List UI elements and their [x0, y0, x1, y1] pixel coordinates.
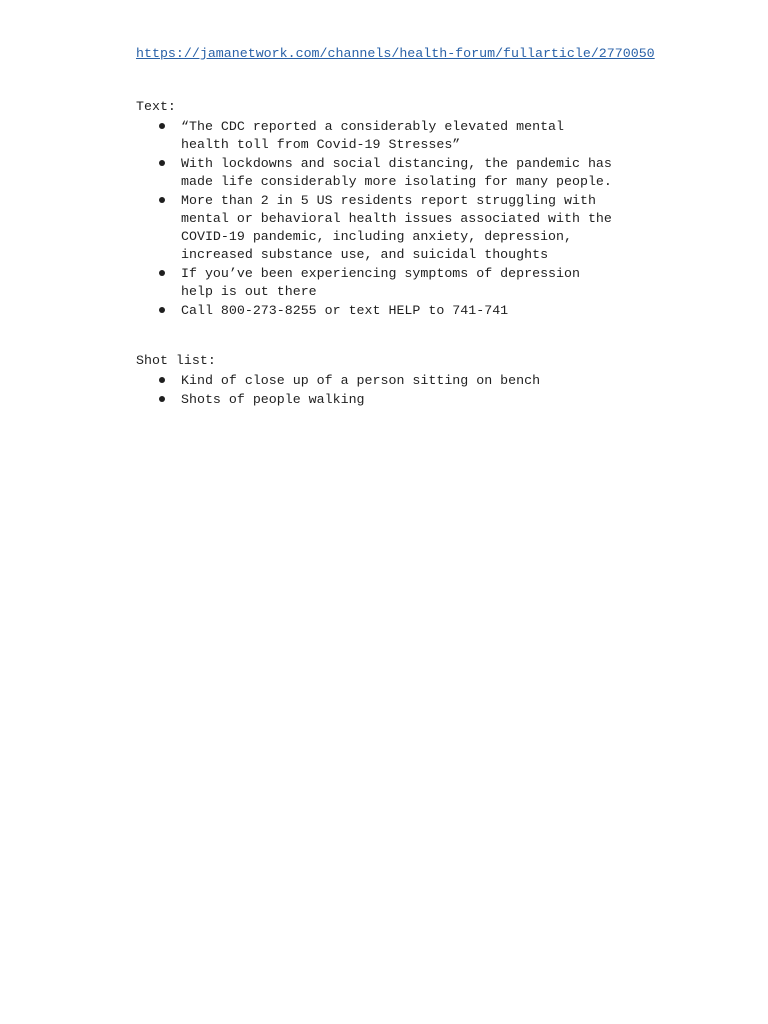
bullet-icon	[159, 123, 165, 129]
list-item-text: More than 2 in 5 US residents report struggling with mental or behavioral health issues associated with the COVID-19 pandemic, including anxiety, depression, increased substance use, and suicidal thoughts	[181, 193, 612, 262]
list-item-text: If you’ve been experiencing symptoms of depression help is out there	[181, 265, 580, 299]
list-item-text: With lockdowns and social distancing, the pandemic has made life considerably more isolating for many people.	[181, 156, 612, 189]
list-item	[159, 302, 679, 320]
source-article-link[interactable]: https://jamanetwork.com/channels/health-forum/fullarticle/2770050	[136, 46, 655, 61]
bullet-icon	[159, 396, 165, 402]
text-section-heading: Text:	[136, 99, 176, 114]
bullet-icon	[159, 160, 165, 166]
list-item	[159, 391, 679, 409]
list-item	[159, 192, 679, 263]
bullet-icon	[159, 197, 165, 203]
shot-bullet-list	[159, 372, 679, 411]
text-bullet-list	[159, 118, 679, 321]
list-item	[159, 155, 679, 191]
list-item-text: Shots of people walking	[181, 392, 365, 408]
list-item-text: “The CDC reported a considerably elevated mental health toll from Covid-19 Stresses”	[181, 119, 565, 152]
list-item	[159, 265, 679, 301]
shot-list-heading: Shot list:	[136, 353, 216, 368]
list-item	[159, 372, 679, 390]
list-item-text: Kind of close up of a person sitting on bench	[181, 373, 541, 388]
list-item	[159, 118, 679, 154]
bullet-icon	[159, 377, 165, 383]
bullet-icon	[159, 270, 165, 276]
list-item-text: Call 800-273-8255 or text HELP to 741-741	[181, 302, 509, 318]
bullet-icon	[159, 307, 165, 313]
